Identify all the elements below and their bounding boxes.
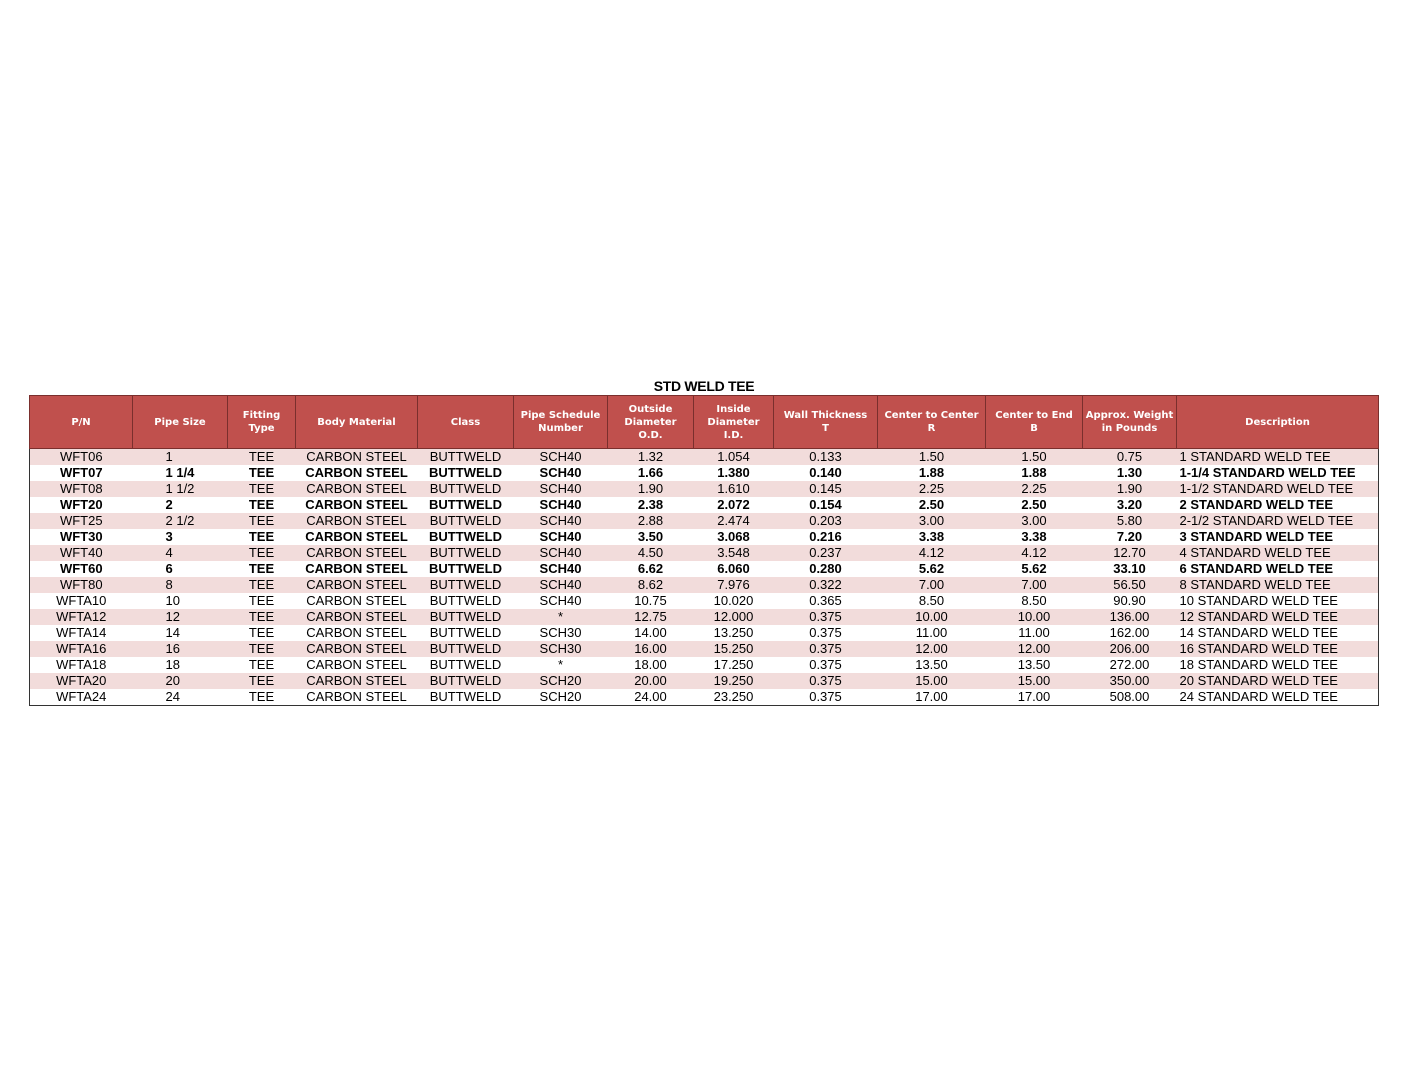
cell-body-material: CARBON STEEL: [296, 625, 418, 641]
cell-pipe-size: 10: [133, 593, 228, 609]
cell-center-to-end: 3.00: [986, 513, 1083, 529]
cell-pn: WFTA14: [30, 625, 133, 641]
table-row: [30, 545, 1379, 561]
cell-wall-thickness: 0.154: [774, 497, 878, 513]
cell-pipe-schedule: SCH30: [514, 625, 608, 641]
cell-description: 8 STANDARD WELD TEE: [1177, 577, 1379, 593]
cell-pipe-size: 16: [133, 641, 228, 657]
cell-pipe-size: 18: [133, 657, 228, 673]
cell-class: BUTTWELD: [418, 577, 514, 593]
cell-approx-weight: 56.50: [1083, 577, 1177, 593]
cell-center-to-end: 13.50: [986, 657, 1083, 673]
cell-center-to-end: 10.00: [986, 609, 1083, 625]
cell-approx-weight: 3.20: [1083, 497, 1177, 513]
cell-class: BUTTWELD: [418, 689, 514, 706]
cell-approx-weight: 33.10: [1083, 561, 1177, 577]
cell-center-to-center: 13.50: [878, 657, 986, 673]
cell-pipe-schedule: SCH40: [514, 481, 608, 497]
cell-wall-thickness: 0.237: [774, 545, 878, 561]
cell-wall-thickness: 0.203: [774, 513, 878, 529]
cell-wall-thickness: 0.145: [774, 481, 878, 497]
table-row: [30, 657, 1379, 673]
table-row: [30, 465, 1379, 481]
cell-fitting-type: TEE: [228, 577, 296, 593]
cell-pipe-size: 2: [133, 497, 228, 513]
cell-fitting-type: TEE: [228, 609, 296, 625]
cell-center-to-end: 7.00: [986, 577, 1083, 593]
col-header-class: Class: [418, 396, 514, 449]
cell-body-material: CARBON STEEL: [296, 497, 418, 513]
cell-center-to-end: 15.00: [986, 673, 1083, 689]
cell-approx-weight: 12.70: [1083, 545, 1177, 561]
cell-class: BUTTWELD: [418, 641, 514, 657]
cell-class: BUTTWELD: [418, 593, 514, 609]
cell-pn: WFT60: [30, 561, 133, 577]
cell-inside-diameter: 3.068: [694, 529, 774, 545]
cell-inside-diameter: 1.380: [694, 465, 774, 481]
cell-center-to-end: 17.00: [986, 689, 1083, 706]
cell-center-to-center: 12.00: [878, 641, 986, 657]
table-row: [30, 609, 1379, 625]
cell-pn: WFTA20: [30, 673, 133, 689]
cell-pipe-size: 8: [133, 577, 228, 593]
table-title: STD WELD TEE: [653, 378, 755, 394]
cell-center-to-center: 7.00: [878, 577, 986, 593]
cell-fitting-type: TEE: [228, 641, 296, 657]
cell-description: 1 STANDARD WELD TEE: [1177, 449, 1379, 466]
cell-pipe-schedule: SCH40: [514, 513, 608, 529]
cell-center-to-center: 8.50: [878, 593, 986, 609]
cell-center-to-end: 1.50: [986, 449, 1083, 466]
col-header-body-material: Body Material: [296, 396, 418, 449]
cell-pn: WFT25: [30, 513, 133, 529]
col-header-approx-weight: Approx. Weight in Pounds: [1083, 396, 1177, 449]
cell-class: BUTTWELD: [418, 513, 514, 529]
cell-class: BUTTWELD: [418, 449, 514, 466]
cell-inside-diameter: 1.610: [694, 481, 774, 497]
table-row: [30, 529, 1379, 545]
cell-pipe-size: 14: [133, 625, 228, 641]
cell-pipe-schedule: *: [514, 657, 608, 673]
cell-center-to-center: 5.62: [878, 561, 986, 577]
cell-wall-thickness: 0.375: [774, 689, 878, 706]
cell-center-to-center: 1.88: [878, 465, 986, 481]
cell-outside-diameter: 6.62: [608, 561, 694, 577]
cell-wall-thickness: 0.133: [774, 449, 878, 466]
cell-center-to-end: 2.50: [986, 497, 1083, 513]
cell-fitting-type: TEE: [228, 561, 296, 577]
cell-outside-diameter: 2.38: [608, 497, 694, 513]
cell-center-to-end: 3.38: [986, 529, 1083, 545]
cell-center-to-center: 2.25: [878, 481, 986, 497]
cell-inside-diameter: 7.976: [694, 577, 774, 593]
cell-approx-weight: 350.00: [1083, 673, 1177, 689]
cell-description: 14 STANDARD WELD TEE: [1177, 625, 1379, 641]
cell-body-material: CARBON STEEL: [296, 577, 418, 593]
cell-body-material: CARBON STEEL: [296, 545, 418, 561]
cell-pipe-size: 24: [133, 689, 228, 706]
cell-fitting-type: TEE: [228, 657, 296, 673]
cell-pipe-schedule: SCH40: [514, 561, 608, 577]
cell-center-to-end: 4.12: [986, 545, 1083, 561]
cell-fitting-type: TEE: [228, 529, 296, 545]
table-body: [30, 449, 1379, 706]
cell-wall-thickness: 0.322: [774, 577, 878, 593]
table-row: [30, 513, 1379, 529]
cell-approx-weight: 90.90: [1083, 593, 1177, 609]
cell-inside-diameter: 3.548: [694, 545, 774, 561]
cell-inside-diameter: 12.000: [694, 609, 774, 625]
cell-pipe-schedule: SCH40: [514, 529, 608, 545]
cell-approx-weight: 1.30: [1083, 465, 1177, 481]
cell-class: BUTTWELD: [418, 609, 514, 625]
cell-body-material: CARBON STEEL: [296, 481, 418, 497]
cell-inside-diameter: 2.072: [694, 497, 774, 513]
cell-fitting-type: TEE: [228, 449, 296, 466]
cell-body-material: CARBON STEEL: [296, 561, 418, 577]
cell-pn: WFTA12: [30, 609, 133, 625]
cell-class: BUTTWELD: [418, 529, 514, 545]
cell-pipe-schedule: SCH20: [514, 673, 608, 689]
cell-body-material: CARBON STEEL: [296, 529, 418, 545]
cell-outside-diameter: 4.50: [608, 545, 694, 561]
cell-pn: WFTA18: [30, 657, 133, 673]
cell-pipe-size: 1 1/4: [133, 465, 228, 481]
cell-class: BUTTWELD: [418, 481, 514, 497]
cell-fitting-type: TEE: [228, 545, 296, 561]
cell-wall-thickness: 0.375: [774, 641, 878, 657]
cell-fitting-type: TEE: [228, 513, 296, 529]
table-row: [30, 689, 1379, 706]
cell-fitting-type: TEE: [228, 689, 296, 706]
cell-inside-diameter: 19.250: [694, 673, 774, 689]
cell-inside-diameter: 10.020: [694, 593, 774, 609]
col-header-pipe-size: Pipe Size: [133, 396, 228, 449]
cell-wall-thickness: 0.280: [774, 561, 878, 577]
cell-inside-diameter: 6.060: [694, 561, 774, 577]
cell-pn: WFT07: [30, 465, 133, 481]
cell-description: 6 STANDARD WELD TEE: [1177, 561, 1379, 577]
cell-body-material: CARBON STEEL: [296, 609, 418, 625]
cell-description: 20 STANDARD WELD TEE: [1177, 673, 1379, 689]
cell-class: BUTTWELD: [418, 625, 514, 641]
cell-approx-weight: 136.00: [1083, 609, 1177, 625]
cell-pn: WFTA16: [30, 641, 133, 657]
cell-inside-diameter: 23.250: [694, 689, 774, 706]
col-header-pipe-schedule: Pipe Schedule Number: [514, 396, 608, 449]
cell-inside-diameter: 15.250: [694, 641, 774, 657]
header-row: [30, 396, 1379, 449]
cell-body-material: CARBON STEEL: [296, 449, 418, 466]
table-row: [30, 641, 1379, 657]
cell-center-to-center: 2.50: [878, 497, 986, 513]
cell-approx-weight: 1.90: [1083, 481, 1177, 497]
cell-outside-diameter: 3.50: [608, 529, 694, 545]
cell-pipe-size: 4: [133, 545, 228, 561]
col-header-inside-diameter: Inside Diameter I.D.: [694, 396, 774, 449]
cell-outside-diameter: 18.00: [608, 657, 694, 673]
cell-class: BUTTWELD: [418, 497, 514, 513]
cell-approx-weight: 7.20: [1083, 529, 1177, 545]
cell-class: BUTTWELD: [418, 545, 514, 561]
cell-inside-diameter: 2.474: [694, 513, 774, 529]
cell-description: 10 STANDARD WELD TEE: [1177, 593, 1379, 609]
cell-center-to-end: 1.88: [986, 465, 1083, 481]
cell-approx-weight: 5.80: [1083, 513, 1177, 529]
col-header-fitting-type: Fitting Type: [228, 396, 296, 449]
cell-body-material: CARBON STEEL: [296, 689, 418, 706]
table-row: [30, 481, 1379, 497]
weld-tee-table: [29, 395, 1379, 706]
cell-description: 3 STANDARD WELD TEE: [1177, 529, 1379, 545]
cell-inside-diameter: 1.054: [694, 449, 774, 466]
cell-body-material: CARBON STEEL: [296, 673, 418, 689]
cell-class: BUTTWELD: [418, 561, 514, 577]
table-row: [30, 577, 1379, 593]
col-header-description: Description: [1177, 396, 1379, 449]
col-header-center-to-end: Center to End B: [986, 396, 1083, 449]
cell-pn: WFT40: [30, 545, 133, 561]
cell-pn: WFT08: [30, 481, 133, 497]
cell-center-to-center: 4.12: [878, 545, 986, 561]
cell-fitting-type: TEE: [228, 497, 296, 513]
cell-center-to-end: 8.50: [986, 593, 1083, 609]
cell-outside-diameter: 1.32: [608, 449, 694, 466]
cell-description: 12 STANDARD WELD TEE: [1177, 609, 1379, 625]
cell-outside-diameter: 20.00: [608, 673, 694, 689]
table-row: [30, 625, 1379, 641]
cell-approx-weight: 206.00: [1083, 641, 1177, 657]
cell-center-to-center: 1.50: [878, 449, 986, 466]
cell-center-to-end: 5.62: [986, 561, 1083, 577]
cell-outside-diameter: 24.00: [608, 689, 694, 706]
cell-center-to-center: 10.00: [878, 609, 986, 625]
cell-fitting-type: TEE: [228, 465, 296, 481]
col-header-pn: P/N: [30, 396, 133, 449]
cell-description: 4 STANDARD WELD TEE: [1177, 545, 1379, 561]
cell-body-material: CARBON STEEL: [296, 593, 418, 609]
cell-pipe-schedule: SCH40: [514, 449, 608, 466]
cell-pipe-schedule: SCH30: [514, 641, 608, 657]
cell-fitting-type: TEE: [228, 673, 296, 689]
cell-wall-thickness: 0.365: [774, 593, 878, 609]
cell-outside-diameter: 16.00: [608, 641, 694, 657]
cell-wall-thickness: 0.375: [774, 657, 878, 673]
cell-pipe-size: 1: [133, 449, 228, 466]
cell-fitting-type: TEE: [228, 625, 296, 641]
table-row: [30, 449, 1379, 466]
cell-class: BUTTWELD: [418, 657, 514, 673]
cell-description: 1-1/4 STANDARD WELD TEE: [1177, 465, 1379, 481]
cell-pipe-size: 3: [133, 529, 228, 545]
cell-wall-thickness: 0.375: [774, 673, 878, 689]
cell-pipe-size: 6: [133, 561, 228, 577]
table-row: [30, 561, 1379, 577]
cell-wall-thickness: 0.375: [774, 609, 878, 625]
cell-description: 1-1/2 STANDARD WELD TEE: [1177, 481, 1379, 497]
cell-wall-thickness: 0.375: [774, 625, 878, 641]
cell-description: 2 STANDARD WELD TEE: [1177, 497, 1379, 513]
cell-center-to-center: 11.00: [878, 625, 986, 641]
cell-pipe-schedule: SCH20: [514, 689, 608, 706]
cell-inside-diameter: 17.250: [694, 657, 774, 673]
cell-center-to-center: 15.00: [878, 673, 986, 689]
cell-pipe-schedule: SCH40: [514, 465, 608, 481]
cell-center-to-end: 2.25: [986, 481, 1083, 497]
cell-pipe-schedule: SCH40: [514, 497, 608, 513]
table-row: [30, 593, 1379, 609]
cell-center-to-center: 3.00: [878, 513, 986, 529]
cell-description: 24 STANDARD WELD TEE: [1177, 689, 1379, 706]
cell-approx-weight: 0.75: [1083, 449, 1177, 466]
cell-approx-weight: 508.00: [1083, 689, 1177, 706]
cell-class: BUTTWELD: [418, 465, 514, 481]
cell-description: 18 STANDARD WELD TEE: [1177, 657, 1379, 673]
cell-description: 16 STANDARD WELD TEE: [1177, 641, 1379, 657]
cell-description: 2-1/2 STANDARD WELD TEE: [1177, 513, 1379, 529]
cell-wall-thickness: 0.216: [774, 529, 878, 545]
cell-pipe-schedule: SCH40: [514, 577, 608, 593]
cell-pn: WFTA24: [30, 689, 133, 706]
table-row: [30, 673, 1379, 689]
cell-pipe-size: 20: [133, 673, 228, 689]
cell-center-to-end: 12.00: [986, 641, 1083, 657]
cell-approx-weight: 162.00: [1083, 625, 1177, 641]
cell-inside-diameter: 13.250: [694, 625, 774, 641]
cell-outside-diameter: 8.62: [608, 577, 694, 593]
cell-body-material: CARBON STEEL: [296, 657, 418, 673]
cell-class: BUTTWELD: [418, 673, 514, 689]
cell-outside-diameter: 14.00: [608, 625, 694, 641]
cell-pipe-schedule: SCH40: [514, 545, 608, 561]
cell-outside-diameter: 2.88: [608, 513, 694, 529]
cell-body-material: CARBON STEEL: [296, 513, 418, 529]
cell-pn: WFT30: [30, 529, 133, 545]
table-row: [30, 497, 1379, 513]
col-header-center-to-center: Center to Center R: [878, 396, 986, 449]
cell-pipe-size: 2 1/2: [133, 513, 228, 529]
cell-pn: WFT80: [30, 577, 133, 593]
cell-body-material: CARBON STEEL: [296, 465, 418, 481]
cell-body-material: CARBON STEEL: [296, 641, 418, 657]
cell-pipe-schedule: SCH40: [514, 593, 608, 609]
cell-pn: WFT06: [30, 449, 133, 466]
cell-center-to-center: 3.38: [878, 529, 986, 545]
cell-approx-weight: 272.00: [1083, 657, 1177, 673]
cell-pipe-size: 1 1/2: [133, 481, 228, 497]
cell-center-to-end: 11.00: [986, 625, 1083, 641]
cell-outside-diameter: 1.66: [608, 465, 694, 481]
cell-fitting-type: TEE: [228, 481, 296, 497]
cell-fitting-type: TEE: [228, 593, 296, 609]
cell-pipe-size: 12: [133, 609, 228, 625]
col-header-outside-diameter: Outside Diameter O.D.: [608, 396, 694, 449]
cell-pipe-schedule: *: [514, 609, 608, 625]
cell-pn: WFT20: [30, 497, 133, 513]
cell-outside-diameter: 1.90: [608, 481, 694, 497]
cell-center-to-center: 17.00: [878, 689, 986, 706]
cell-pn: WFTA10: [30, 593, 133, 609]
col-header-wall-thickness: Wall Thickness T: [774, 396, 878, 449]
cell-outside-diameter: 12.75: [608, 609, 694, 625]
cell-outside-diameter: 10.75: [608, 593, 694, 609]
cell-wall-thickness: 0.140: [774, 465, 878, 481]
